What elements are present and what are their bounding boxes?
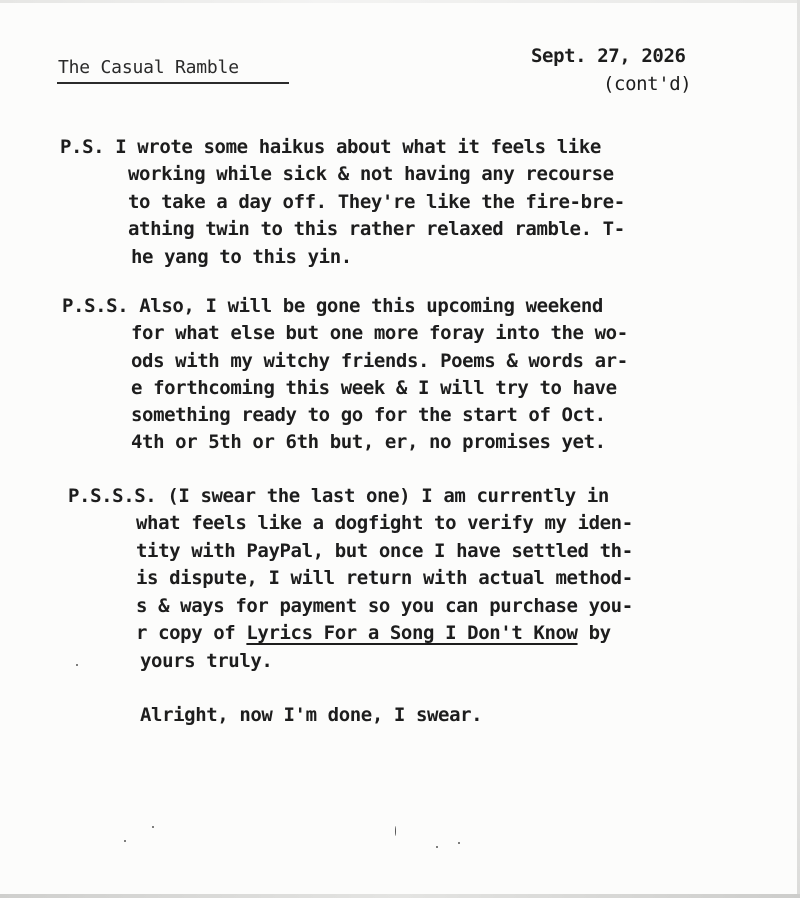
pss-line: e forthcoming this week & I will try to have — [131, 377, 617, 399]
ps-line: P.S. I wrote some haikus about what it feels like — [60, 136, 601, 158]
title-underline — [57, 82, 289, 84]
psss-line: P.S.S.S. (I swear the last one) I am currently in — [68, 485, 609, 507]
paper-speck — [124, 840, 126, 842]
ps-line: to take a day off. They're like the fire-bre- — [128, 191, 625, 213]
page-date: Sept. 27, 2026 — [531, 45, 686, 67]
paper-speck — [436, 846, 438, 848]
line-prefix: r copy of — [136, 622, 247, 644]
psss-line: tity with PayPal, but once I have settled th- — [136, 540, 633, 562]
psss-line: yours truly. — [140, 650, 273, 672]
paper-speck — [76, 664, 78, 666]
paper-speck — [458, 842, 460, 844]
psss-line: s & ways for payment so you can purchase you- — [136, 595, 633, 617]
psss-line: what feels like a dogfight to verify my iden- — [136, 512, 633, 534]
ps-line: athing twin to this rather relaxed ramble. T- — [128, 218, 625, 240]
closing-line: Alright, now I'm done, I swear. — [140, 704, 483, 726]
page-title: The Casual Ramble — [58, 57, 239, 78]
book-title: Lyrics For a Song I Don't Know — [246, 622, 578, 644]
paper-bottom-edge — [0, 894, 800, 898]
pss-line: something ready to go for the start of Oct. — [131, 404, 606, 426]
line-suffix: by — [577, 622, 611, 644]
pss-line: ods with my witchy friends. Poems & words ar- — [131, 350, 628, 372]
ps-line: he yang to this yin. — [131, 246, 352, 268]
continued-note: (cont'd) — [603, 73, 692, 95]
psss-line: is dispute, I will return with actual method- — [136, 567, 633, 589]
paper-top-edge — [0, 0, 800, 3]
paper-speck — [152, 826, 154, 828]
pss-line: 4th or 5th or 6th but, er, no promises yet. — [131, 431, 606, 453]
psss-line — [136, 624, 611, 643]
pss-line: P.S.S. Also, I will be gone this upcoming weekend — [62, 295, 603, 317]
paper-speck — [395, 826, 396, 836]
ps-line: working while sick & not having any recourse — [128, 163, 614, 185]
pss-line: for what else but one more foray into the wo- — [131, 322, 628, 344]
